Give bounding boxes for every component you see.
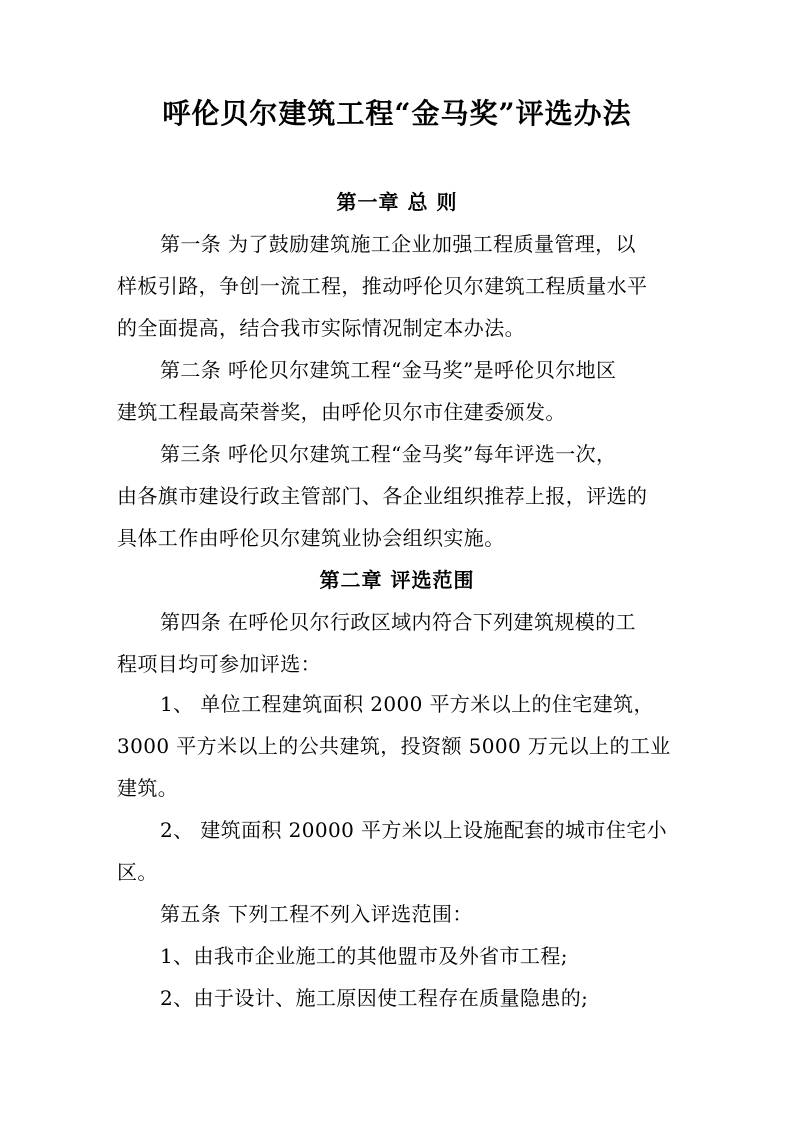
paragraph-line: 第二条 呼伦贝尔建筑工程“金马奖”是呼伦贝尔地区 xyxy=(160,358,617,382)
list-item: 2、 建筑面积 20000 平方米以上设施配套的城市住宅小 xyxy=(160,818,668,842)
paragraph-line: 第四条 在呼伦贝尔行政区域内符合下列建筑规模的工 xyxy=(160,610,636,634)
chapter-heading: 第二章 评选范围 xyxy=(319,568,475,592)
list-item: 2、由于设计、施工原因使工程存在质量隐患的; xyxy=(160,986,589,1010)
chapter-heading: 第一章 总 则 xyxy=(336,190,458,214)
paragraph-line: 的全面提高，结合我市实际情况制定本办法。 xyxy=(117,316,525,340)
paragraph-line: 由各旗市建设行政主管部门、各企业组织推荐上报，评选的 xyxy=(117,484,648,508)
paragraph-line: 样板引路，争创一流工程，推动呼伦贝尔建筑工程质量水平 xyxy=(117,274,648,298)
list-item: 区。 xyxy=(117,860,158,884)
paragraph-line: 建筑工程最高荣誉奖，由呼伦贝尔市住建委颁发。 xyxy=(117,400,566,424)
paragraph-line: 第一条 为了鼓励建筑施工企业加强工程质量管理，以 xyxy=(160,232,636,256)
document-title: 呼伦贝尔建筑工程“金马奖”评选办法 xyxy=(162,97,632,130)
list-item: 建筑。 xyxy=(117,776,179,800)
paragraph-line: 第五条 下列工程不列入评选范围： xyxy=(160,902,473,926)
paragraph-line: 第三条 呼伦贝尔建筑工程“金马奖”每年评选一次， xyxy=(160,442,617,466)
list-item: 1、 单位工程建筑面积 2000 平方米以上的住宅建筑， xyxy=(160,692,654,716)
paragraph-line: 具体工作由呼伦贝尔建筑业协会组织实施。 xyxy=(117,526,505,550)
list-item: 1、由我市企业施工的其他盟市及外省市工程; xyxy=(160,944,568,968)
paragraph-line: 程项目均可参加评选： xyxy=(117,652,321,676)
list-item: 3000 平方米以上的公共建筑，投资额 5000 万元以上的工业 xyxy=(117,734,671,758)
